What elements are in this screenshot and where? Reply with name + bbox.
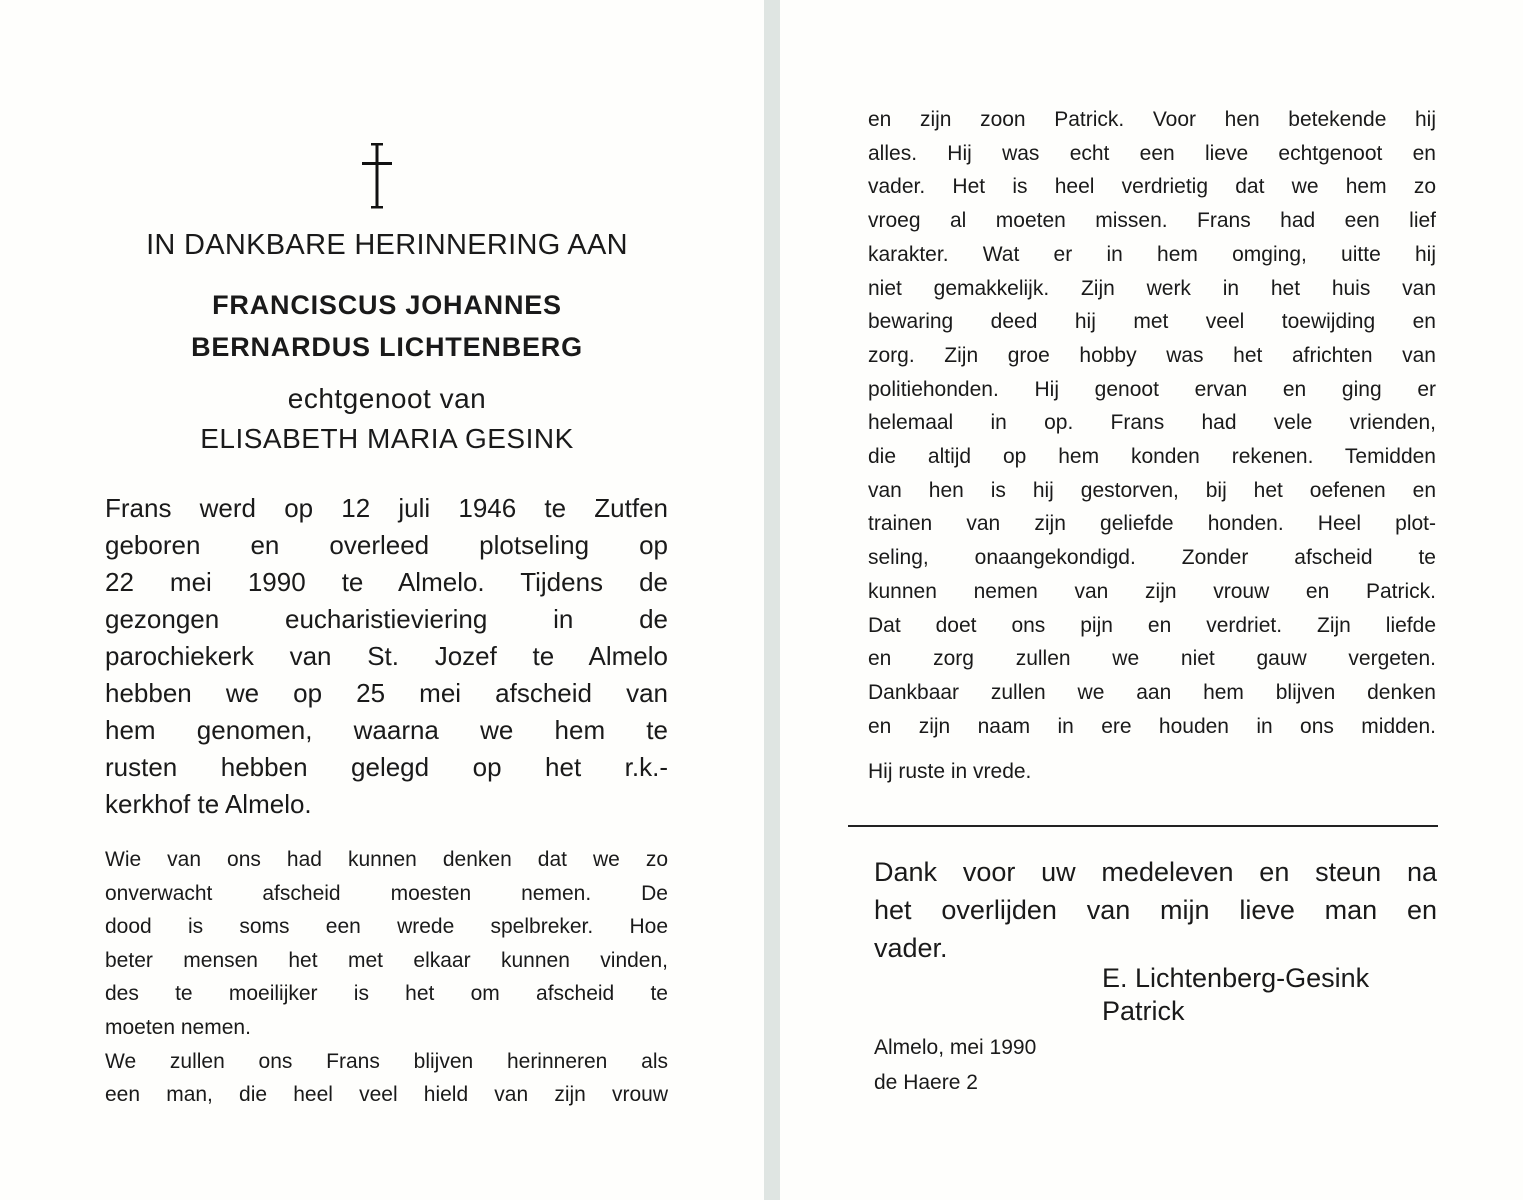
- text-line: en zijn naam in ere houden in ons midden.: [868, 714, 1436, 738]
- text-line: rusten hebben gelegd op het r.k.-: [105, 752, 668, 782]
- thanks-paragraph: [874, 853, 1437, 967]
- text-line: trainen van zijn geliefde honden. Heel plot-: [868, 512, 1436, 536]
- text-line: van hen is hij gestorven, bij het oefenen en: [868, 478, 1436, 502]
- biography-paragraph: [105, 490, 668, 823]
- text-line: onverwacht afscheid moesten nemen. De: [105, 881, 668, 905]
- deceased-name-line-1: FRANCISCUS JOHANNES: [212, 290, 562, 320]
- text-line: geboren en overleed plotseling op: [105, 530, 668, 560]
- text-line: beter mensen het met elkaar kunnen vinden,: [105, 948, 668, 972]
- tribute-continued-paragraph: [868, 103, 1436, 743]
- text-line: bewaring deed hij met veel toewijding en: [868, 310, 1436, 334]
- text-line: kunnen nemen van zijn vrouw en Patrick.: [868, 579, 1436, 603]
- text-line: parochiekerk van St. Jozef te Almelo: [105, 641, 668, 671]
- text-line: politiehonden. Hij genoot ervan en ging er: [868, 377, 1436, 401]
- text-line: Dankbaar zullen we aan hem blijven denken: [868, 680, 1436, 704]
- text-line: vader. Het is heel verdrietig dat we hem zo: [868, 175, 1436, 199]
- closing-text: Hij ruste in vrede.: [868, 760, 1032, 783]
- text-line: en zijn zoon Patrick. Voor hen betekende hij: [868, 108, 1436, 131]
- text-line: hem genomen, waarna we hem te: [105, 715, 668, 745]
- deceased-name-line-2: BERNARDUS LICHTENBERG: [191, 332, 583, 362]
- text-line: een man, die heel veel hield van zijn vrouw: [105, 1083, 668, 1107]
- signature-name: E. Lichtenberg-Gesink: [1102, 963, 1370, 993]
- text-line: helemaal in op. Frans had vele vrienden,: [868, 411, 1436, 435]
- right-card: [780, 0, 1523, 1200]
- text-line: moeten nemen.: [105, 1015, 251, 1039]
- text-line: hebben we op 25 mei afscheid van: [105, 678, 668, 708]
- card-gap: [764, 0, 780, 1200]
- text-line: gezongen eucharistieviering in de: [105, 604, 668, 634]
- signature-child: Patrick: [1102, 996, 1185, 1026]
- text-line: die altijd op hem konden rekenen. Temidden: [868, 445, 1436, 469]
- text-line: het overlijden van mijn lieve man en: [874, 895, 1437, 925]
- relation-text: echtgenoot van: [287, 383, 487, 414]
- text-line: en zorg zullen we niet gauw vergeten.: [868, 647, 1436, 671]
- address: de Haere 2: [874, 1071, 978, 1094]
- text-line: Dank voor uw medeleven en steun na: [874, 857, 1437, 887]
- text-line: We zullen ons Frans blijven herinneren als: [105, 1049, 668, 1073]
- text-line: niet gemakkelijk. Zijn werk in het huis van: [868, 276, 1436, 300]
- text-line: des te moeilijker is het om afscheid te: [105, 982, 668, 1006]
- text-line: zorg. Zijn groe hobby was het africhten van: [868, 343, 1436, 367]
- spouse-name: ELISABETH MARIA GESINK: [200, 423, 574, 454]
- text-line: Dat doet ons pijn en verdriet. Zijn liefde: [868, 613, 1436, 637]
- text-line: dood is soms een wrede spelbreker. Hoe: [105, 915, 668, 939]
- text-line: 22 mei 1990 te Almelo. Tijdens de: [105, 567, 668, 597]
- text-line: Frans werd op 12 juli 1946 te Zutfen: [105, 493, 668, 523]
- text-line: alles. Hij was echt een lieve echtgenoot en: [868, 141, 1436, 165]
- text-line: seling, onaangekondigd. Zonder afscheid te: [868, 546, 1436, 570]
- place-date: Almelo, mei 1990: [874, 1036, 1037, 1059]
- text-line: vroeg al moeten missen. Frans had een lief: [868, 209, 1436, 233]
- text-line: kerkhof te Almelo.: [105, 789, 312, 819]
- text-line: vader.: [874, 933, 948, 963]
- text-line: Wie van ons had kunnen denken dat we zo: [105, 848, 668, 871]
- tribute-paragraph: [105, 843, 668, 1112]
- cross-icon: [357, 140, 397, 210]
- header-text: IN DANKBARE HERINNERING AAN: [146, 229, 628, 261]
- divider: [848, 825, 1438, 827]
- signature-block: [1102, 962, 1369, 1028]
- place-date-block: [874, 1030, 1036, 1100]
- text-line: karakter. Wat er in hem omging, uitte hij: [868, 242, 1436, 266]
